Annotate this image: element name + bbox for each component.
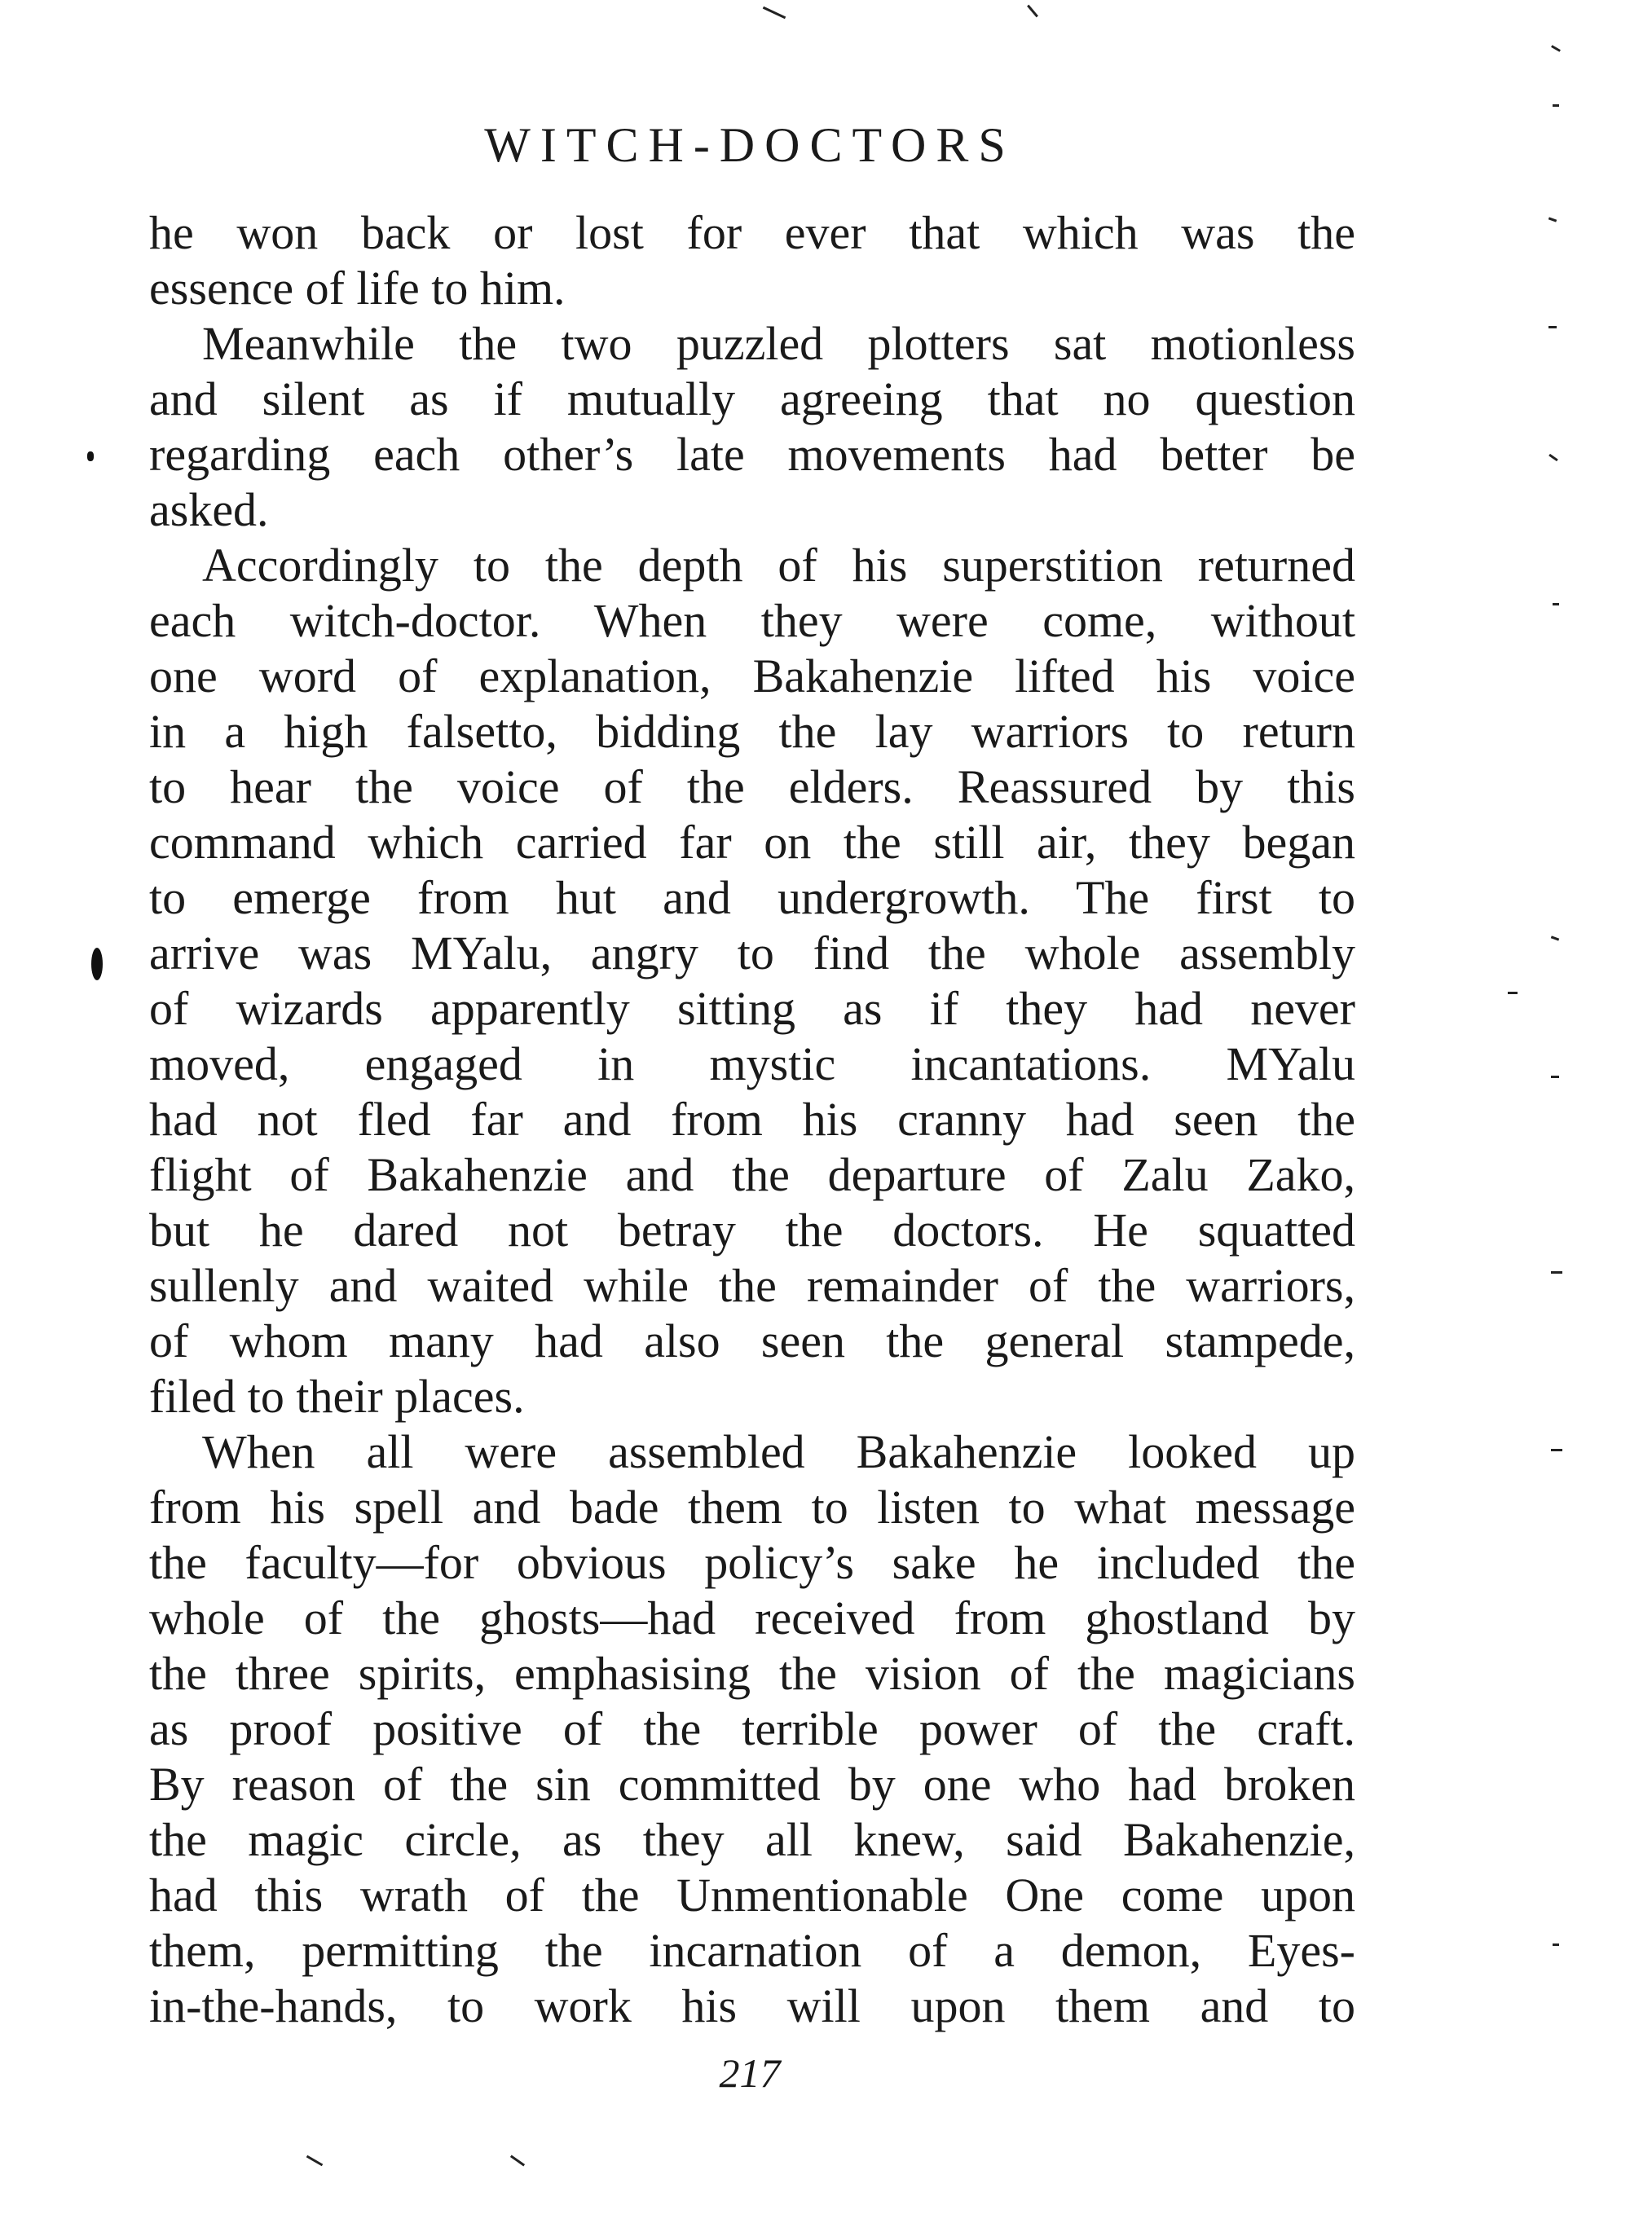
- scan-mark: [1553, 1943, 1559, 1946]
- text-line: he won back or lost for ever that which was the: [149, 206, 1355, 259]
- scan-mark: [1551, 45, 1561, 52]
- text-line: the faculty—for obvious policy’s sake he included the: [149, 1536, 1355, 1589]
- text-line: flight of Bakahenzie and the departure of Zalu Zako,: [149, 1148, 1355, 1201]
- text-line: Meanwhile the two puzzled plotters sat motionless: [202, 317, 1355, 370]
- text-line: them, permitting the incarnation of a demon, Eyes-: [149, 1924, 1355, 1977]
- scan-mark: [306, 2155, 324, 2167]
- scan-mark: [763, 7, 786, 19]
- scan-mark: [1027, 5, 1038, 18]
- body-text: [149, 205, 1355, 2034]
- text-line: When all were assembled Bakahenzie looked up: [202, 1425, 1355, 1478]
- running-head: WITCH-DOCTORS: [484, 118, 1015, 172]
- text-line: in a high falsetto, bidding the lay warriors to return: [149, 705, 1355, 758]
- text-line: of wizards apparently sitting as if they had never: [149, 982, 1355, 1035]
- scan-mark: [510, 2155, 525, 2167]
- text-line: moved, engaged in mystic incantations. MYalu: [149, 1037, 1355, 1090]
- scan-mark: [1508, 992, 1518, 994]
- scan-mark: [1551, 1449, 1562, 1451]
- scan-mark: [1551, 1076, 1559, 1078]
- scan-mark: [1548, 454, 1558, 461]
- text-line: asked.: [149, 483, 269, 536]
- text-line: one word of explanation, Bakahenzie lifted his voice: [149, 649, 1355, 702]
- text-line: in-the-hands, to work his will upon them and to: [149, 1979, 1355, 2032]
- scan-mark: [1553, 104, 1559, 107]
- text-line: from his spell and bade them to listen to what message: [149, 1481, 1355, 1534]
- text-line: essence of life to him.: [149, 262, 566, 315]
- scan-mark: [1548, 217, 1557, 222]
- text-line: arrive was MYalu, angry to find the whole assembly: [149, 927, 1355, 979]
- text-line: as proof positive of the terrible power of the craft.: [149, 1702, 1355, 1755]
- text-line: regarding each other’s late movements had better be: [149, 428, 1355, 481]
- text-line: and silent as if mutually agreeing that no question: [149, 372, 1355, 425]
- text-line: the three spirits, emphasising the vision of the magicians: [149, 1647, 1355, 1700]
- ink-blot: [91, 948, 103, 980]
- text-line: By reason of the sin committed by one who had broken: [149, 1758, 1355, 1811]
- scan-mark: [1553, 603, 1559, 605]
- text-line: had not fled far and from his cranny had seen the: [149, 1093, 1355, 1146]
- scan-mark: [1548, 326, 1557, 328]
- text-line: the magic circle, as they all knew, said Bakahenzie,: [149, 1813, 1355, 1866]
- text-line: to emerge from hut and undergrowth. The first to: [149, 871, 1355, 924]
- text-line: to hear the voice of the elders. Reassured by this: [149, 760, 1355, 813]
- text-line: Accordingly to the depth of his superstition returned: [202, 539, 1355, 592]
- text-line: each witch-doctor. When they were come, without: [149, 594, 1355, 647]
- ink-speck: [87, 451, 94, 461]
- text-line: had this wrath of the Unmentionable One come upon: [149, 1869, 1355, 1921]
- text-line: sullenly and waited while the remainder of the warriors,: [149, 1259, 1355, 1312]
- scan-mark: [1551, 1271, 1562, 1274]
- text-line: of whom many had also seen the general stampede,: [149, 1314, 1355, 1367]
- text-line: but he dared not betray the doctors. He squatted: [149, 1204, 1355, 1257]
- scan-mark: [1551, 935, 1559, 940]
- page-number: 217: [719, 2050, 781, 2096]
- text-line: command which carried far on the still air, they began: [149, 816, 1355, 869]
- text-line: whole of the ghosts—had received from ghostland by: [149, 1591, 1355, 1644]
- text-line: filed to their places.: [149, 1370, 525, 1423]
